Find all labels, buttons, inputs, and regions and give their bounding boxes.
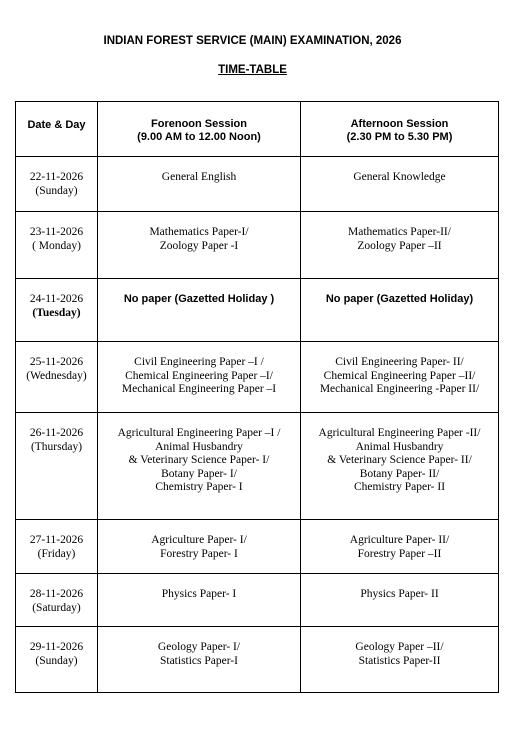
afternoon-paper: Geology Paper –II/ — [355, 641, 444, 653]
afternoon-paper: Mechanical Engineering -Paper II/ — [319, 383, 480, 395]
day-text: (Thursday) — [30, 440, 83, 453]
date-cell — [16, 212, 98, 279]
afternoon-cell — [301, 520, 499, 574]
header-afternoon-title: Afternoon Session — [350, 118, 449, 130]
date-text: 23-11-2026 — [29, 226, 84, 238]
afternoon-paper: Statistics Paper-II — [358, 654, 441, 667]
forenoon-paper: Mechanical Engineering Paper –I — [121, 383, 277, 395]
forenoon-paper: Physics Paper- I — [161, 588, 237, 600]
forenoon-paper: Agriculture Paper- I/ — [151, 534, 247, 546]
day-text: (Wednesday) — [26, 369, 87, 382]
date-cell — [16, 520, 98, 574]
forenoon-cell — [98, 520, 301, 574]
afternoon-paper: Animal Husbandry — [355, 440, 444, 453]
header-row — [16, 102, 499, 157]
afternoon-paper: Mathematics Paper-II/ — [348, 226, 451, 238]
afternoon-cell — [301, 212, 499, 279]
afternoon-paper: Zoology Paper –II — [357, 239, 442, 252]
date-cell — [16, 627, 98, 693]
date-text: 28-11-2026 — [29, 588, 84, 600]
afternoon-cell — [301, 279, 499, 342]
afternoon-paper: Civil Engineering Paper- II/ — [335, 356, 464, 368]
table-row — [16, 413, 499, 520]
day-text: (Saturday) — [32, 601, 81, 614]
day-text: (Friday) — [37, 547, 76, 560]
afternoon-cell — [301, 627, 499, 693]
table-row — [16, 342, 499, 413]
forenoon-paper: General English — [161, 171, 237, 183]
date-text: 27-11-2026 — [29, 534, 84, 546]
table-row — [16, 520, 499, 574]
afternoon-paper: No paper (Gazetted Holiday) — [325, 293, 474, 305]
afternoon-cell — [301, 574, 499, 627]
header-date-label: Date & Day — [27, 119, 86, 131]
table-row — [16, 574, 499, 627]
forenoon-cell — [98, 627, 301, 693]
table-row — [16, 157, 499, 212]
date-cell — [16, 279, 98, 342]
forenoon-paper: Mathematics Paper-I/ — [149, 226, 249, 238]
date-text: 25-11-2026 — [29, 356, 84, 368]
forenoon-cell — [98, 574, 301, 627]
date-cell — [16, 157, 98, 212]
document-title: INDIAN FOREST SERVICE (MAIN) EXAMINATION, 2026 — [103, 35, 402, 47]
header-date — [16, 102, 98, 157]
date-text: 24-11-2026 — [29, 293, 84, 305]
day-text: (Sunday) — [35, 184, 78, 197]
afternoon-cell — [301, 342, 499, 413]
afternoon-paper: Physics Paper- II — [360, 588, 439, 600]
forenoon-paper: Civil Engineering Paper –I / — [134, 356, 264, 368]
afternoon-paper: Chemistry Paper- II — [353, 481, 446, 493]
day-text: (Tuesday) — [32, 306, 81, 319]
forenoon-paper: No paper (Gazetted Holiday ) — [123, 293, 275, 305]
date-cell — [16, 413, 98, 520]
afternoon-paper: Agriculture Paper- II/ — [349, 534, 450, 546]
timetable-body — [16, 157, 499, 693]
day-text: ( Monday) — [32, 239, 81, 252]
forenoon-cell — [98, 157, 301, 212]
forenoon-paper: Chemistry Paper- I — [155, 481, 243, 493]
forenoon-paper: Zoology Paper -I — [159, 239, 239, 252]
forenoon-paper: Forestry Paper- I — [160, 547, 238, 560]
forenoon-paper: Statistics Paper-I — [159, 654, 239, 667]
afternoon-paper: Agricultural Engineering Paper -II/ — [318, 427, 481, 439]
timetable — [15, 101, 499, 693]
header-forenoon-title: Forenoon Session — [151, 118, 247, 130]
date-text: 26-11-2026 — [29, 427, 84, 439]
afternoon-cell — [301, 413, 499, 520]
document-subtitle: TIME-TABLE — [218, 64, 287, 76]
afternoon-paper: General Knowledge — [353, 171, 446, 183]
date-text: 22-11-2026 — [29, 171, 84, 183]
table-row — [16, 279, 499, 342]
date-cell — [16, 574, 98, 627]
date-cell — [16, 342, 98, 413]
afternoon-cell — [301, 157, 499, 212]
forenoon-paper: Animal Husbandry — [155, 440, 243, 453]
day-text: (Sunday) — [35, 654, 78, 667]
header-forenoon — [98, 102, 301, 157]
afternoon-paper: Chemical Engineering Paper –II/ — [323, 369, 476, 382]
date-text: 29-11-2026 — [29, 641, 84, 653]
forenoon-paper: Geology Paper- I/ — [157, 641, 241, 653]
header-afternoon-time: (2.30 PM to 5.30 PM) — [346, 131, 453, 143]
header-afternoon — [301, 102, 499, 157]
afternoon-paper: Forestry Paper –II — [357, 547, 442, 560]
afternoon-paper: & Veterinary Science Paper- II/ — [327, 454, 472, 466]
forenoon-paper: Botany Paper- I/ — [161, 467, 237, 480]
forenoon-paper: Chemical Engineering Paper –I/ — [125, 369, 273, 382]
forenoon-cell — [98, 212, 301, 279]
table-row — [16, 212, 499, 279]
forenoon-cell — [98, 413, 301, 520]
table-row — [16, 627, 499, 693]
header-forenoon-time: (9.00 AM to 12.00 Noon) — [137, 131, 261, 143]
forenoon-paper: Agricultural Engineering Paper –I / — [117, 427, 281, 439]
forenoon-paper: & Veterinary Science Paper- I/ — [128, 454, 270, 466]
afternoon-paper: Botany Paper- II/ — [359, 467, 440, 480]
forenoon-cell — [98, 279, 301, 342]
forenoon-cell — [98, 342, 301, 413]
